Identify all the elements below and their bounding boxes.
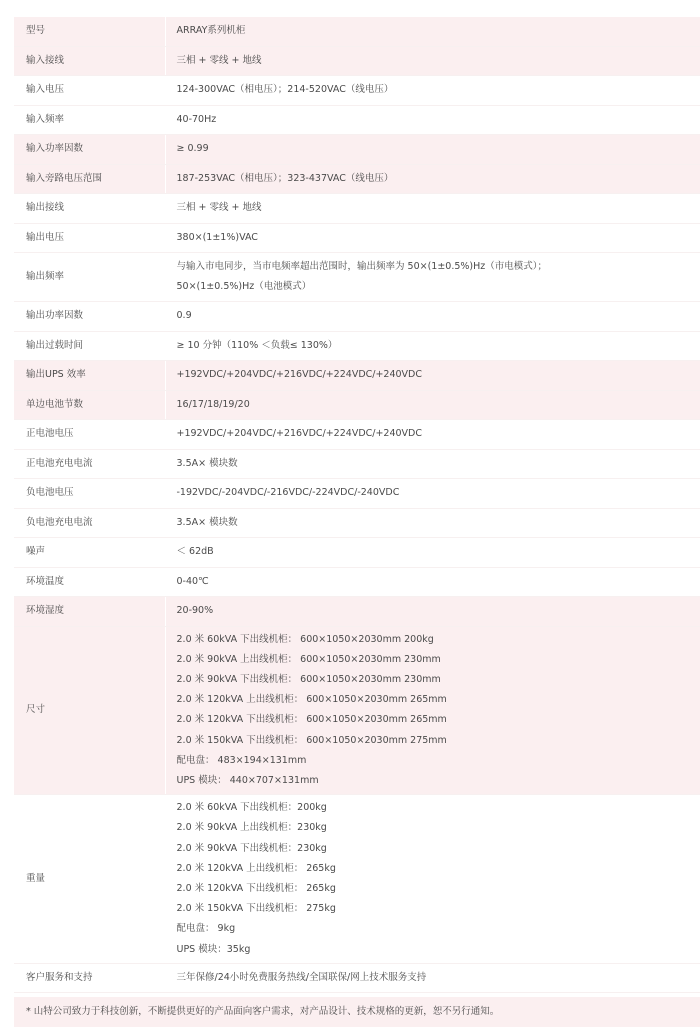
spec-value-line: 2.0 米 90kVA 上出线机柜： 600×1050×2030mm 230mm [176, 653, 441, 665]
spec-row [14, 105, 700, 135]
spec-value: 40-70Hz [165, 105, 700, 135]
spec-row [14, 194, 700, 224]
spec-label: 输出UPS 效率 [14, 361, 165, 391]
spec-row [14, 253, 700, 302]
spec-row [14, 46, 700, 76]
spec-label: 负电池充电电流 [14, 508, 165, 538]
spec-value-line: 2.0 米 60kVA 下出线机柜： 600×1050×2030mm 200kg [176, 633, 434, 645]
spec-label: 输入功率因数 [14, 135, 165, 165]
spec-value-line: 2.0 米 90kVA 下出线机柜： 600×1050×2030mm 230mm [176, 673, 441, 685]
spec-value-line: 2.0 米 150kVA 下出线机柜： 275kg [176, 903, 336, 915]
spec-value-line: 配电盘： 483×194×131mm [176, 754, 307, 766]
spec-row [14, 17, 700, 46]
spec-row [14, 626, 700, 795]
spec-row [14, 164, 700, 194]
spec-value-line: 50×(1±0.5%)Hz（电池模式） [176, 281, 312, 292]
spec-value: 三年保修/24小时免费服务热线/全国联保/网上技术服务支持 [165, 963, 700, 993]
spec-value [165, 253, 700, 302]
spec-row [14, 390, 700, 420]
spec-label: 输出电压 [14, 223, 165, 253]
spec-value-line: 2.0 米 120kVA 下出线机柜： 600×1050×2030mm 265mm [176, 714, 447, 726]
spec-value: 0-40℃ [165, 567, 700, 597]
spec-label: 正电池充电电流 [14, 449, 165, 479]
spec-value: 124-300VAC（相电压）；214-520VAC（线电压） [165, 76, 700, 106]
spec-value: 3.5A× 模块数 [165, 508, 700, 538]
spec-value: 380×(1±1%)VAC [165, 223, 700, 253]
spec-row [14, 597, 700, 627]
spec-label: 输出接线 [14, 194, 165, 224]
spec-value: ARRAY系列机柜 [165, 17, 700, 46]
spec-row [14, 538, 700, 568]
spec-label: 噪声 [14, 538, 165, 568]
spec-table [14, 17, 700, 993]
spec-value-line: 2.0 米 60kVA 下出线机柜：200kg [176, 802, 327, 814]
spec-row [14, 795, 700, 964]
spec-label: 输入旁路电压范围 [14, 164, 165, 194]
spec-row [14, 508, 700, 538]
spec-label: 尺寸 [14, 626, 165, 795]
spec-label: 输入频率 [14, 105, 165, 135]
spec-value-line: 2.0 米 90kVA 上出线机柜：230kg [176, 822, 327, 834]
spec-value-line: 与输入市电同步，当市电频率超出范围时，输出频率为 50×(1±0.5%)Hz（市电模式）； [176, 260, 548, 272]
spec-value: +192VDC/+204VDC/+216VDC/+224VDC/+240VDC [165, 420, 700, 450]
spec-label: 输出过载时间 [14, 331, 165, 361]
spec-value: ≥ 0.99 [165, 135, 700, 165]
spec-row [14, 567, 700, 597]
spec-value-line: 2.0 米 120kVA 上出线机柜： 600×1050×2030mm 265mm [176, 694, 447, 706]
spec-value: ＜ 62dB [165, 538, 700, 568]
spec-value: -192VDC/-204VDC/-216VDC/-224VDC/-240VDC [165, 479, 700, 509]
spec-value: ≥ 10 分钟（110% ＜负载≤ 130%） [165, 331, 700, 361]
spec-label: 负电池电压 [14, 479, 165, 509]
spec-row [14, 420, 700, 450]
spec-label: 输出功率因数 [14, 302, 165, 332]
spec-value-line: UPS 模块：35kg [176, 943, 251, 955]
spec-value: 20-90% [165, 597, 700, 627]
spec-row [14, 479, 700, 509]
spec-label: 单边电池节数 [14, 390, 165, 420]
spec-label: 输出频率 [14, 253, 165, 302]
spec-row [14, 76, 700, 106]
spec-row [14, 449, 700, 479]
spec-label: 输入接线 [14, 46, 165, 76]
spec-value: 0.9 [165, 302, 700, 332]
spec-row [14, 223, 700, 253]
spec-value [165, 795, 700, 964]
spec-value: 16/17/18/19/20 [165, 390, 700, 420]
spec-label: 输入电压 [14, 76, 165, 106]
spec-row [14, 361, 700, 391]
spec-value: 187-253VAC（相电压）；323-437VAC（线电压） [165, 164, 700, 194]
spec-value-line: 配电盘： 9kg [176, 923, 236, 935]
spec-row [14, 963, 700, 993]
spec-value-line: 2.0 米 120kVA 下出线机柜： 265kg [176, 882, 336, 894]
spec-label: 环境温度 [14, 567, 165, 597]
spec-row [14, 331, 700, 361]
spec-value-line: 2.0 米 150kVA 下出线机柜： 600×1050×2030mm 275mm [176, 734, 447, 746]
spec-row [14, 135, 700, 165]
spec-value-line: 2.0 米 90kVA 下出线机柜：230kg [176, 842, 327, 854]
spec-label: 正电池电压 [14, 420, 165, 450]
spec-row [14, 302, 700, 332]
footnote: * 山特公司致力于科技创新，不断提供更好的产品面向客户需求，对产品设计、技术规格的更新，恕不另行通知。 [14, 997, 700, 1027]
spec-label: 型号 [14, 17, 165, 46]
spec-value: 3.5A× 模块数 [165, 449, 700, 479]
spec-value-line: 2.0 米 120kVA 上出线机柜： 265kg [176, 862, 336, 874]
spec-value: +192VDC/+204VDC/+216VDC/+224VDC/+240VDC [165, 361, 700, 391]
spec-value: 三相 + 零线 + 地线 [165, 46, 700, 76]
spec-label: 环境湿度 [14, 597, 165, 627]
spec-label: 客户服务和支持 [14, 963, 165, 993]
spec-value: 三相 + 零线 + 地线 [165, 194, 700, 224]
spec-table-body [14, 17, 700, 993]
spec-label: 重量 [14, 795, 165, 964]
spec-value [165, 626, 700, 795]
spec-value-line: UPS 模块： 440×707×131mm [176, 774, 319, 786]
